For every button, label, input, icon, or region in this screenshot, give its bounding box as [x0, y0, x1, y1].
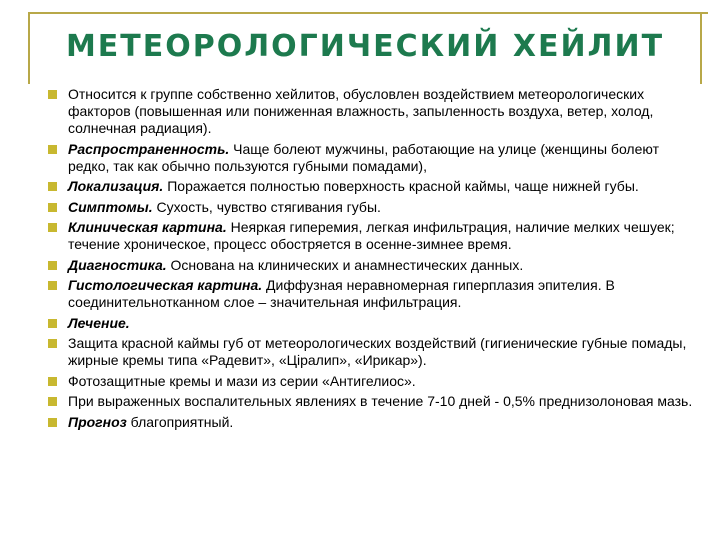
slide-title: МЕТЕОРОЛОГИЧЕСКИЙ ХЕЙЛИТ — [65, 29, 665, 64]
list-item — [48, 393, 698, 410]
frame-right-line — [700, 12, 702, 84]
item-term: Лечение. — [68, 314, 130, 331]
list-item — [48, 277, 698, 311]
item-term: Диагностика. — [68, 256, 167, 273]
frame-top-line — [28, 12, 708, 14]
item-text: Диффузная неравномерная гиперплазия эпителия. В соединительнотканном слое – значительная инфильтрация. — [68, 277, 615, 310]
square-bullet-icon — [48, 397, 57, 406]
square-bullet-icon — [48, 281, 57, 290]
square-bullet-icon — [48, 223, 57, 232]
list-item — [48, 141, 698, 175]
item-term: Локализация. — [68, 178, 164, 194]
item-text: Защита красной каймы губ от метеорологических воздействий (гигиенические губные помады, жирные кремы типа «Радевит», «Ціралип», «Ирикар»). — [68, 335, 687, 368]
item-text: Основана на клинических и анамнестических данных. — [166, 256, 524, 273]
item-text: При выраженных воспалительных явлениях в течение 7-10 дней - 0,5% преднизолоновая мазь. — [68, 393, 693, 409]
list-item — [48, 315, 698, 332]
square-bullet-icon — [48, 418, 57, 427]
list-item — [48, 219, 698, 253]
item-text: Относится к группе собственно хейлитов, обусловлен воздействием метеорологических факторов (повышенная или пониженная влажность, запыленность воздуха, ветер, холод, солнечная радиация). — [68, 86, 654, 136]
item-term: Распространенность. — [68, 140, 230, 157]
list-item — [48, 373, 698, 390]
item-text: Неяркая гиперемия, легкая инфильтрация, наличие мелких чешуек; течение хроническое, процесс обостряется в осенне-зимнее время. — [68, 219, 675, 252]
item-text: Фотозащитные кремы и мази из серии «Антигелиос». — [68, 372, 416, 389]
list-item — [48, 414, 698, 431]
item-term: Прогноз — [68, 413, 127, 430]
item-term: Симптомы. — [68, 198, 153, 215]
item-term: Гистологическая картина. — [68, 277, 263, 293]
square-bullet-icon — [48, 145, 57, 154]
list-item — [48, 335, 698, 369]
item-term: Клиническая картина. — [68, 219, 227, 235]
square-bullet-icon — [48, 377, 57, 386]
item-text: Чаще болеют мужчины, работающие на улице (женщины болеют редко, так как обычно пользуются губными помадами), — [68, 140, 659, 174]
square-bullet-icon — [48, 261, 57, 270]
square-bullet-icon — [48, 90, 57, 99]
list-item — [48, 257, 698, 274]
square-bullet-icon — [48, 182, 57, 191]
list-item — [48, 86, 698, 137]
bullet-list — [48, 86, 698, 434]
square-bullet-icon — [48, 203, 57, 212]
item-text: благоприятный. — [126, 413, 234, 430]
square-bullet-icon — [48, 339, 57, 348]
item-text: Поражается полностью поверхность красной каймы, чаще нижней губы. — [163, 178, 639, 194]
square-bullet-icon — [48, 319, 57, 328]
list-item — [48, 178, 698, 195]
list-item — [48, 199, 698, 216]
item-text: Сухость, чувство стягивания губы. — [152, 198, 381, 215]
